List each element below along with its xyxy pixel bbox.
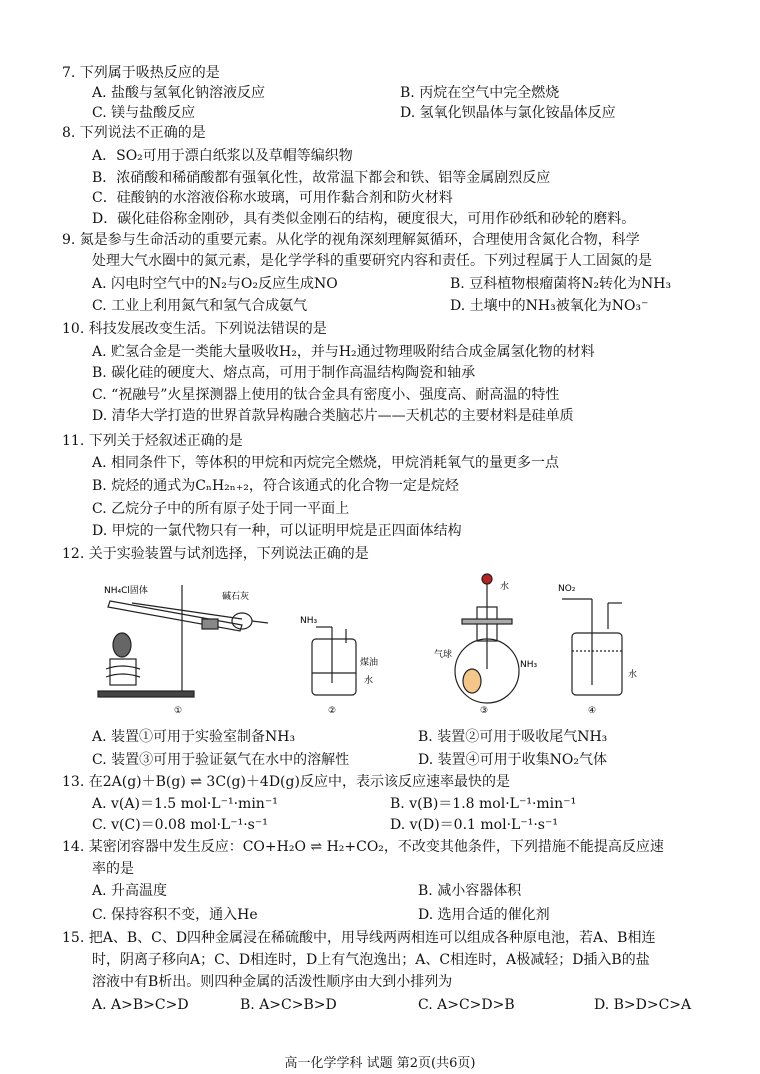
- q11-option-b: B. 烷烃的通式为CₙH₂ₙ₊₂，符合该通式的化合物一定是烷烃: [92, 478, 459, 494]
- q7-option-b: B. 丙烷在空气中完全燃烧: [400, 85, 560, 101]
- label-no2-inlet: NO₂: [558, 584, 576, 594]
- q12-apparatus-figure: [92, 573, 662, 718]
- q13-option-a: A. v(A)＝1.5 mol·L⁻¹·min⁻¹: [92, 796, 278, 812]
- label-water-2: 水: [364, 676, 374, 686]
- label-soda-lime: 碱石灰: [222, 592, 250, 602]
- label-water-4: 水: [628, 670, 638, 680]
- q8-option-a: A．SO₂可用于漂白纸浆以及草帽等编织物: [92, 148, 353, 164]
- label-apparatus-3-number: ③: [480, 706, 489, 716]
- q12-option-b: B. 装置②可用于吸收尾气NH₃: [418, 729, 608, 745]
- q13-stem: 13. 在2A(g)＋B(g) ⇌ 3C(g)＋4D(g)反应中，表示该反应速率最快的是: [62, 774, 510, 790]
- q15-option-b: B. A>C>B>D: [240, 997, 337, 1013]
- apparatus-3: [455, 574, 519, 703]
- q8-stem: 8. 下列说法不正确的是: [62, 125, 206, 141]
- label-apparatus-2-number: ②: [328, 706, 337, 716]
- q10-option-c: C. “祝融号”火星探测器上使用的钛合金具有密度小、强度高、耐高温的特性: [92, 387, 560, 403]
- q9-stem-line1: 9. 氮是参与生命活动的重要元素。从化学的视角深刻理解氮循环，合理使用含氮化合物，科学: [62, 232, 640, 248]
- q9-option-a: A. 闪电时空气中的N₂与O₂反应生成NO: [92, 276, 338, 292]
- q10-option-a: A. 贮氢合金是一类能大量吸收H₂，并与H₂通过物理吸附结合成金属氢化物的材料: [92, 344, 595, 360]
- label-water-3: 水: [500, 582, 510, 592]
- q12-option-c: C. 装置③可用于验证氨气在水中的溶解性: [92, 752, 350, 768]
- q11-option-a: A. 相同条件下，等体积的甲烷和丙烷完全燃烧，甲烷消耗氧气的量更多一点: [92, 455, 560, 471]
- q8-option-c: C．硅酸钠的水溶液俗称水玻璃，可用作黏合剂和防火材料: [92, 190, 453, 206]
- q9-option-d: D. 土壤中的NH₃被氧化为NO₃⁻: [450, 298, 649, 314]
- q13-option-d: D. v(D)＝0.1 mol·L⁻¹·s⁻¹: [390, 817, 558, 833]
- q15-option-c: C. A>C>D>B: [418, 997, 515, 1013]
- q15-stem-line3: 溶液中有B析出。则四种金属的活泼性顺序由大到小排列为: [92, 974, 453, 990]
- q15-stem-line2: 时，阴离子移向A；C、D相连时，D上有气泡逸出；A、C相连时，A极减轻；D插入B的盐: [92, 952, 650, 968]
- q14-option-b: B. 减小容器体积: [418, 883, 522, 899]
- q9-option-b: B. 豆科植物根瘤菌将N₂转化为NH₃: [450, 276, 672, 292]
- q11-stem: 11. 下列关于烃叙述正确的是: [62, 433, 243, 449]
- label-nh4cl-solid: NH₄Cl固体: [104, 586, 148, 596]
- apparatus-4: [562, 599, 622, 695]
- label-kerosene: 煤油: [360, 658, 379, 668]
- q10-stem: 10. 科技发展改变生活。下列说法错误的是: [62, 321, 327, 337]
- q12-option-d: D. 装置④可用于收集NO₂气体: [418, 752, 607, 768]
- page-footer: 高一化学学科 试题 第2页(共6页): [284, 1056, 476, 1071]
- q15-stem-line1: 15. 把A、B、C、D四种金属浸在稀硫酸中，用导线两两相连可以组成各种原电池，若A、B相连: [62, 930, 656, 946]
- q13-option-b: B. v(B)＝1.8 mol·L⁻¹·min⁻¹: [390, 796, 577, 812]
- q7-option-d: D. 氢氧化钡晶体与氯化铵晶体反应: [400, 105, 616, 121]
- q11-option-d: D. 甲烷的一氯代物只有一种，可以证明甲烷是正四面体结构: [92, 523, 462, 539]
- q14-option-d: D. 选用合适的催化剂: [418, 907, 550, 923]
- q7-stem: 7. 下列属于吸热反应的是: [62, 65, 220, 81]
- q14-stem-line1: 14. 某密闭容器中发生反应：CO+H₂O ⇌ H₂+CO₂，不改变其他条件，下列措施不能提高反应速: [62, 839, 664, 855]
- q14-option-c: C. 保持容积不变，通入He: [92, 907, 258, 923]
- q7-option-c: C. 镁与盐酸反应: [92, 105, 196, 121]
- q14-stem-line2: 率的是: [92, 861, 134, 877]
- q12-option-a: A. 装置①可用于实验室制备NH₃: [92, 729, 296, 745]
- q7-option-a: A. 盐酸与氢氧化钠溶液反应: [92, 85, 266, 101]
- label-nh3-flask: NH₃: [520, 660, 538, 670]
- q8-option-d: D．碳化硅俗称金刚砂，具有类似金刚石的结构，硬度很大，可用作砂纸和砂轮的磨料。: [92, 211, 636, 227]
- q11-option-c: C. 乙烷分子中的所有原子处于同一平面上: [92, 501, 350, 517]
- q15-option-a: A. A>B>C>D: [92, 997, 189, 1013]
- q15-option-d: D. B>D>C>A: [594, 997, 692, 1013]
- label-nh3-inlet: NH₃: [300, 616, 318, 626]
- apparatus-2: [312, 627, 356, 695]
- q8-option-b: B．浓硝酸和稀硝酸都有强氧化性，故常温下都会和铁、铝等金属剧烈反应: [92, 170, 551, 186]
- q12-stem: 12. 关于实验装置与试剂选择，下列说法正确的是: [62, 546, 369, 562]
- q13-option-c: C. v(C)＝0.08 mol·L⁻¹·s⁻¹: [92, 817, 268, 833]
- label-balloon: 气球: [434, 650, 453, 660]
- q14-option-a: A. 升高温度: [92, 883, 168, 899]
- q10-option-d: D. 清华大学打造的世界首款异构融合类脑芯片——天机芯的主要材料是硅单质: [92, 408, 574, 424]
- q9-option-c: C. 工业上利用氮气和氢气合成氨气: [92, 298, 308, 314]
- label-apparatus-1-number: ①: [174, 706, 183, 716]
- q10-option-b: B. 碳化硅的硬度大、熔点高，可用于制作高温结构陶瓷和轴承: [92, 365, 476, 381]
- label-apparatus-4-number: ④: [588, 706, 597, 716]
- q9-stem-line2: 处理大气水圈中的氮元素，是化学学科的重要研究内容和责任。下列过程属于人工固氮的是: [92, 253, 652, 269]
